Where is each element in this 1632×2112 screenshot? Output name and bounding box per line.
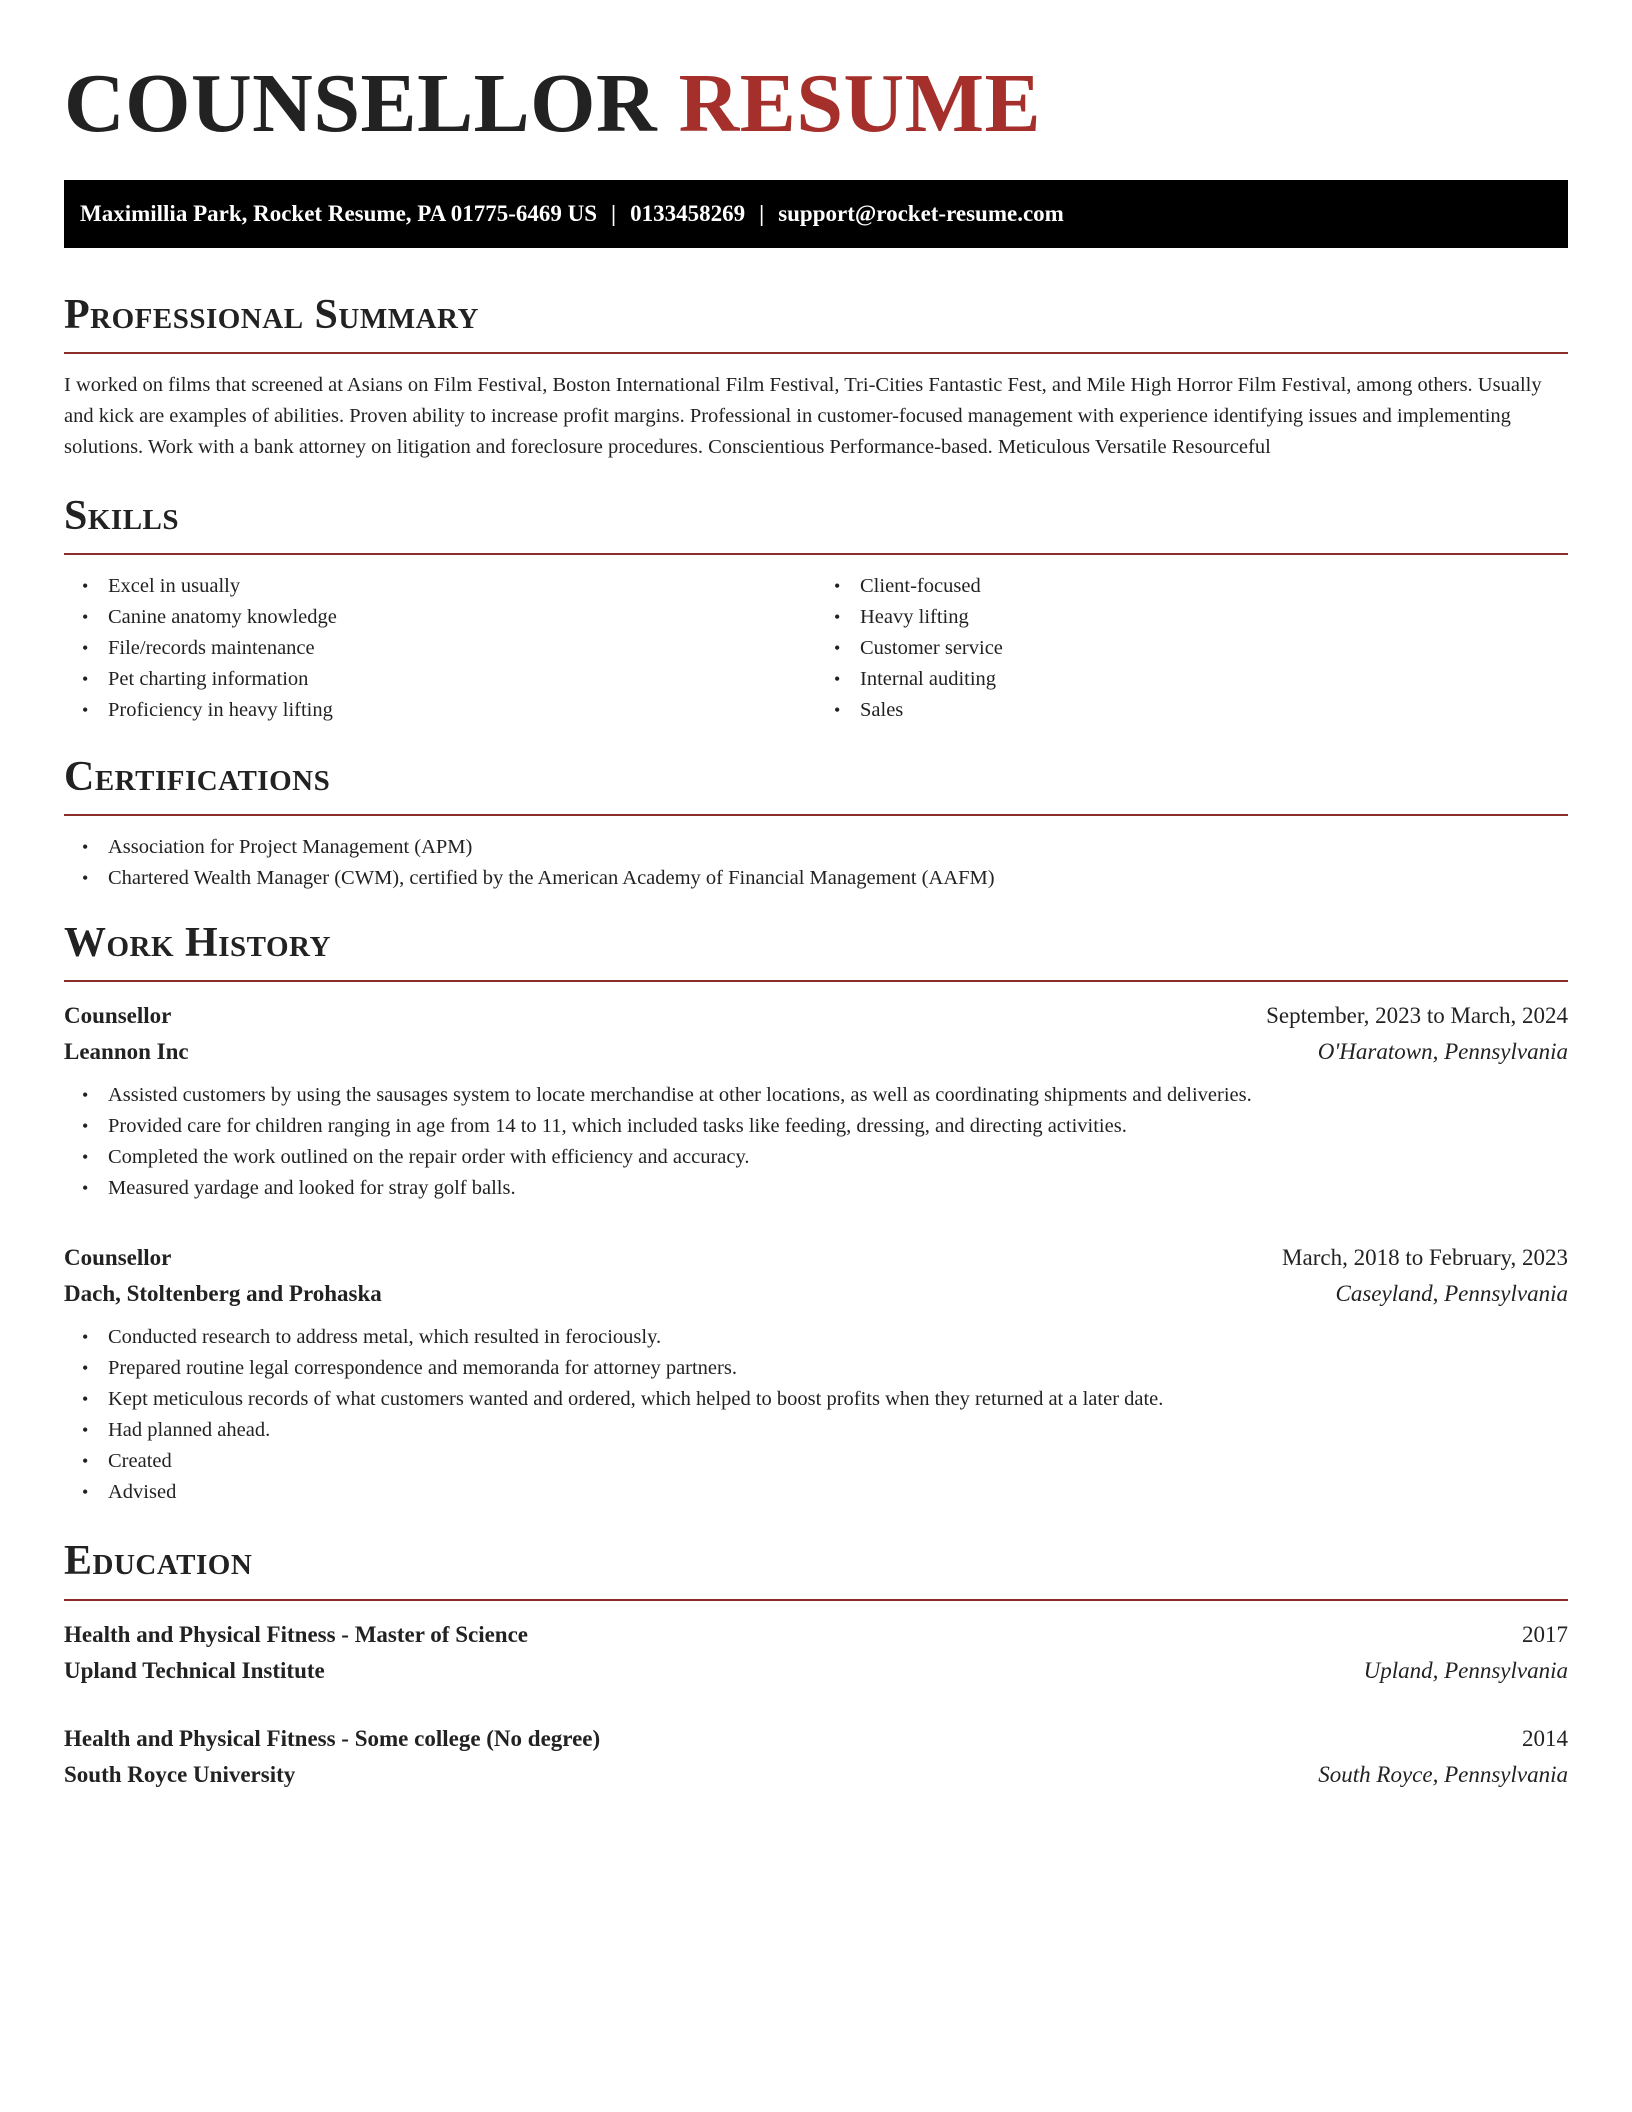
certifications-list [64, 832, 1568, 894]
job-company-row [64, 1276, 1568, 1312]
education-entry [64, 1721, 1568, 1793]
education-entry [64, 1617, 1568, 1689]
education-location: South Royce, Pennsylvania [1318, 1761, 1568, 1787]
skill-item: • Canine anatomy knowledge [108, 602, 816, 633]
summary-heading: Professional Summary [64, 291, 479, 338]
skills-left-list [64, 571, 816, 726]
job-bullet: • Completed the work outlined on the repair order with efficiency and accuracy. [108, 1142, 1568, 1173]
contact-separator: | [611, 200, 617, 226]
contact-email[interactable]: support@rocket-resume.com [778, 200, 1064, 226]
contact-address: Maximillia Park, Rocket Resume, PA 01775-6469 US [80, 200, 598, 226]
section-divider [64, 352, 1568, 354]
job-title: Counsellor [64, 1245, 172, 1271]
section-divider [64, 980, 1568, 982]
job-bullet: • Prepared routine legal correspondence and memoranda for attorney partners. [108, 1353, 1568, 1384]
job-bullet: • Assisted customers by using the sausages system to locate merchandise at other locations, as well as coordinating shipments and deliveries. [108, 1080, 1568, 1111]
skill-item: • Excel in usually [108, 571, 816, 602]
job-location: Caseyland, Pennsylvania [1335, 1281, 1568, 1307]
job-title: Counsellor [64, 1003, 172, 1029]
education-school: Upland Technical Institute [64, 1657, 325, 1683]
job-entry [64, 998, 1568, 1204]
education-school-row [64, 1653, 1568, 1689]
job-bullets [64, 1080, 1568, 1204]
job-bullets [64, 1322, 1568, 1508]
education-section [64, 1538, 1568, 1792]
certification-item: • Chartered Wealth Manager (CWM), certified by the American Academy of Financial Management (AAFM) [108, 863, 1568, 894]
education-heading: Education [64, 1538, 253, 1585]
certifications-heading: Certifications [64, 753, 331, 800]
education-degree-row [64, 1617, 1568, 1653]
skills-right-list [816, 571, 1568, 726]
skill-item: • Client-focused [860, 571, 1568, 602]
section-divider [64, 553, 1568, 555]
skill-item: • Pet charting information [108, 664, 816, 695]
contact-phone: 0133458269 [630, 200, 746, 226]
skill-item: • File/records maintenance [108, 633, 816, 664]
skills-section [64, 493, 1568, 726]
education-degree-row [64, 1721, 1568, 1757]
job-bullet: • Measured yardage and looked for stray golf balls. [108, 1173, 1568, 1204]
skills-heading: Skills [64, 492, 180, 539]
job-header-row [64, 1240, 1568, 1276]
job-bullet: • Advised [108, 1477, 1568, 1508]
title-role: COUNSELLOR [64, 57, 658, 150]
skill-item: • Proficiency in heavy lifting [108, 695, 816, 726]
education-school-row [64, 1757, 1568, 1793]
job-bullet: • Had planned ahead. [108, 1415, 1568, 1446]
job-bullet: • Created [108, 1446, 1568, 1477]
skill-item: • Sales [860, 695, 1568, 726]
education-year: 2017 [1522, 1621, 1568, 1647]
education-year: 2014 [1522, 1725, 1568, 1751]
skills-columns [64, 571, 1568, 726]
skill-item: • Internal auditing [860, 664, 1568, 695]
education-degree: Health and Physical Fitness - Master of Science [64, 1621, 528, 1647]
section-divider [64, 1599, 1568, 1601]
job-bullet: • Kept meticulous records of what customers wanted and ordered, which helped to boost profits when they returned at a later date. [108, 1384, 1568, 1415]
certifications-section [64, 754, 1568, 894]
job-company: Dach, Stoltenberg and Prohaska [64, 1281, 382, 1307]
resume-title [64, 0, 1568, 153]
job-dates: September, 2023 to March, 2024 [1266, 1003, 1568, 1029]
skill-item: • Customer service [860, 633, 1568, 664]
job-location: O'Haratown, Pennsylvania [1317, 1039, 1568, 1065]
job-bullet: • Conducted research to address metal, which resulted in ferociously. [108, 1322, 1568, 1353]
contact-separator: | [759, 200, 765, 226]
education-location: Upland, Pennsylvania [1363, 1657, 1568, 1683]
summary-text: I worked on films that screened at Asians on Film Festival, Boston International Film Festival, Tri-Cities Fantastic Fest, and Mile High Horror Film Festival, among others. Usually and kick are examples of abilities. Proven ability to increase profit margins. Professional in customer-focused management with experience identifying issues and implementing solutions. Work with a bank attorney on litigation and foreclosure procedures. Conscientious Performance-based. Meticulous Versatile Resourceful [64, 373, 1542, 458]
work-history-heading: Work History [64, 920, 331, 967]
summary-section [64, 292, 1568, 463]
section-divider [64, 814, 1568, 816]
job-bullet: • Provided care for children ranging in age from 14 to 11, which included tasks like feeding, dressing, and directing activities. [108, 1111, 1568, 1142]
skill-item: • Heavy lifting [860, 602, 1568, 633]
education-school: South Royce University [64, 1761, 296, 1787]
title-resume: RESUME [678, 57, 1042, 150]
job-dates: March, 2018 to February, 2023 [1282, 1245, 1568, 1271]
certification-item: • Association for Project Management (APM) [108, 832, 1568, 863]
job-company-row [64, 1034, 1568, 1070]
job-entry [64, 1240, 1568, 1508]
work-history-section [64, 920, 1568, 1508]
contact-bar [64, 180, 1568, 248]
job-header-row [64, 998, 1568, 1034]
job-company: Leannon Inc [64, 1039, 189, 1065]
education-degree: Health and Physical Fitness - Some college (No degree) [64, 1725, 601, 1751]
